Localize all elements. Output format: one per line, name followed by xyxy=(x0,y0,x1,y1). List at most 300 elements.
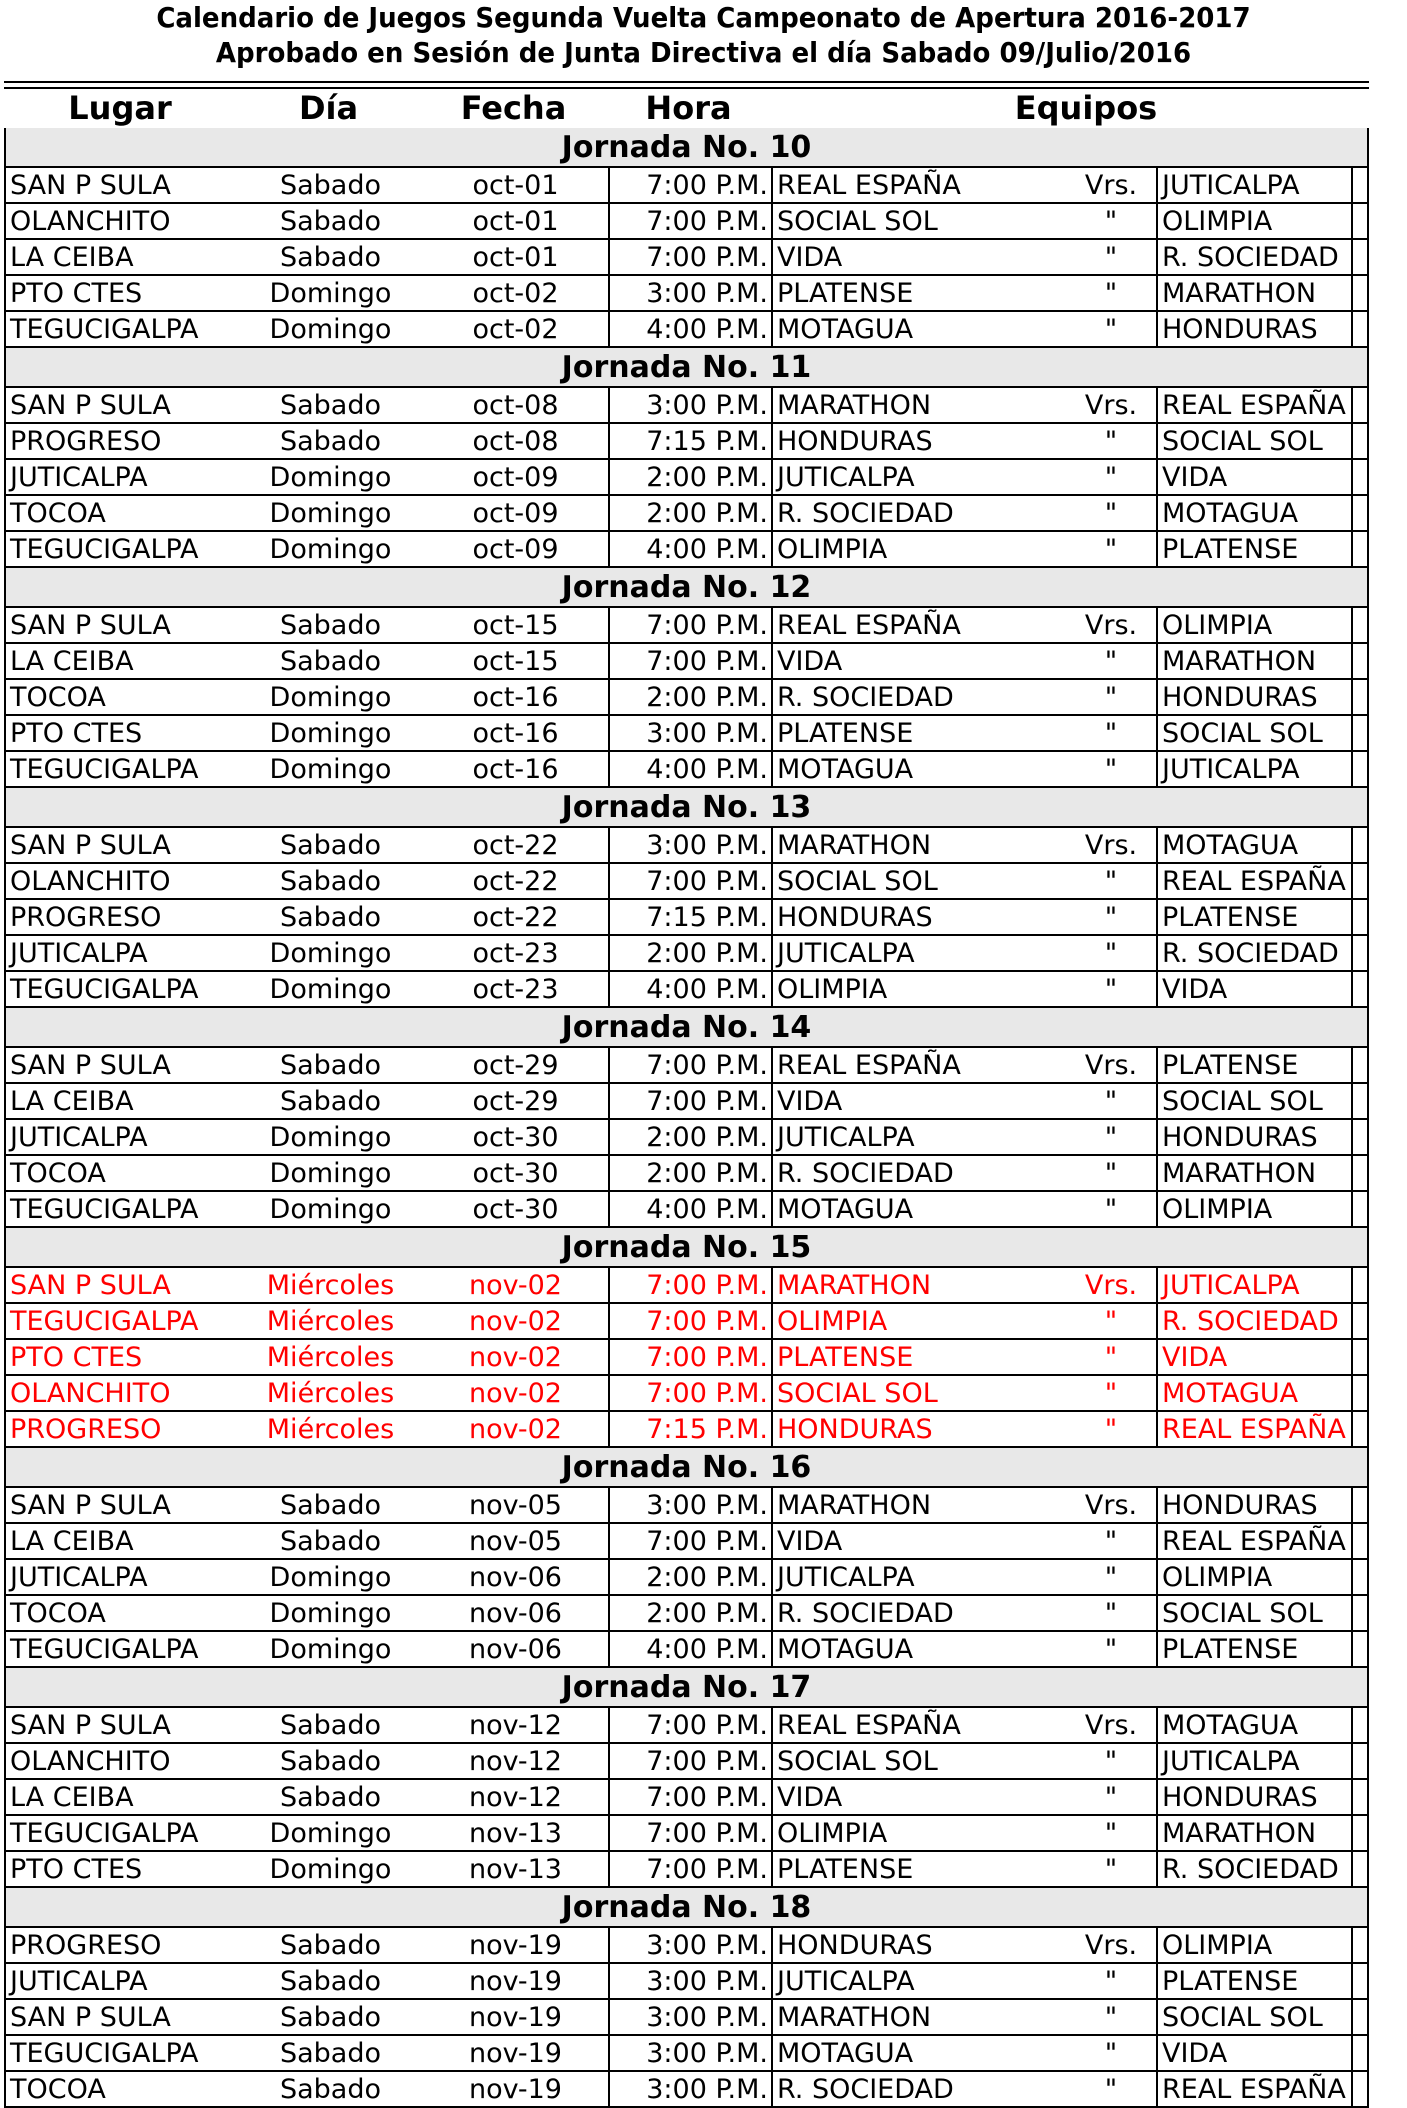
empty-cell xyxy=(1351,312,1367,346)
home-team-cell: R. SOCIEDAD xyxy=(777,1158,954,1189)
venue-cell: TOCOA xyxy=(10,498,106,529)
versus-cell: " xyxy=(1104,754,1118,785)
home-team-cell: R. SOCIEDAD xyxy=(777,682,954,713)
game-row xyxy=(6,1522,1367,1558)
versus-cell: " xyxy=(1104,2038,1118,2069)
game-row xyxy=(6,1410,1367,1446)
home-team-cell: MARATHON xyxy=(777,390,932,421)
game-row xyxy=(6,1268,1367,1302)
venue-cell: TEGUCIGALPA xyxy=(10,1194,199,1225)
venue-cell: SAN P SULA xyxy=(10,390,171,421)
date-cell: nov-05 xyxy=(469,1490,562,1521)
home-team-cell: MOTAGUA xyxy=(777,754,914,785)
home-team-cell: JUTICALPA xyxy=(777,1122,915,1153)
date-cell: nov-19 xyxy=(469,2074,562,2105)
empty-cell xyxy=(1351,1744,1367,1778)
empty-cell xyxy=(1351,2000,1367,2034)
venue-cell: OLANCHITO xyxy=(10,1378,171,1409)
game-row xyxy=(6,422,1367,458)
venue-cell: SAN P SULA xyxy=(10,1710,171,1741)
away-team-cell: REAL ESPAÑA xyxy=(1156,1524,1351,1558)
away-team-cell: MOTAGUA xyxy=(1156,1708,1351,1742)
date-cell: nov-06 xyxy=(469,1562,562,1593)
game-row xyxy=(6,898,1367,934)
home-team-cell: PLATENSE xyxy=(777,278,914,309)
day-cell: Domingo xyxy=(269,462,392,493)
day-cell: Domingo xyxy=(269,314,392,345)
day-cell: Domingo xyxy=(269,682,392,713)
date-cell: oct-15 xyxy=(472,646,559,677)
date-cell: oct-22 xyxy=(472,902,559,933)
versus-cell: Vrs. xyxy=(1084,1710,1138,1741)
versus-cell: " xyxy=(1104,1194,1118,1225)
home-team-cell: SOCIAL SOL xyxy=(777,866,938,897)
jornada-games xyxy=(4,386,1369,568)
empty-cell xyxy=(1351,240,1367,274)
home-team-cell: R. SOCIEDAD xyxy=(777,1598,954,1629)
date-cell: nov-06 xyxy=(469,1598,562,1629)
day-cell: Sabado xyxy=(279,390,382,421)
venue-cell: PTO CTES xyxy=(10,1342,143,1373)
game-row xyxy=(6,168,1367,202)
empty-cell xyxy=(1351,716,1367,750)
column-header-fecha: Fecha xyxy=(460,89,567,127)
venue-cell: TEGUCIGALPA xyxy=(10,974,199,1005)
versus-cell: " xyxy=(1104,1562,1118,1593)
empty-cell xyxy=(1351,1852,1367,1886)
game-row xyxy=(6,1594,1367,1630)
empty-cell xyxy=(1351,1928,1367,1962)
away-team-cell: MOTAGUA xyxy=(1156,828,1351,862)
versus-cell: " xyxy=(1104,974,1118,1005)
time-cell: 3:00 P.M. xyxy=(608,276,773,310)
away-team-cell: REAL ESPAÑA xyxy=(1156,864,1351,898)
empty-cell xyxy=(1351,1340,1367,1374)
empty-cell xyxy=(1351,1780,1367,1814)
day-cell: Sabado xyxy=(279,866,382,897)
empty-cell xyxy=(1351,1048,1367,1082)
time-cell: 7:00 P.M. xyxy=(608,1744,773,1778)
game-row xyxy=(6,238,1367,274)
home-team-cell: MARATHON xyxy=(777,2002,932,2033)
venue-cell: PTO CTES xyxy=(10,718,143,749)
time-cell: 7:00 P.M. xyxy=(608,1084,773,1118)
date-cell: nov-05 xyxy=(469,1526,562,1557)
venue-cell: TEGUCIGALPA xyxy=(10,1634,199,1665)
day-cell: Sabado xyxy=(279,1526,382,1557)
jornada-header: Jornada No. 12 xyxy=(4,568,1369,606)
versus-cell: " xyxy=(1104,534,1118,565)
game-row xyxy=(6,1374,1367,1410)
home-team-cell: JUTICALPA xyxy=(777,1966,915,1997)
time-cell: 2:00 P.M. xyxy=(608,680,773,714)
empty-cell xyxy=(1351,532,1367,566)
away-team-cell: OLIMPIA xyxy=(1156,204,1351,238)
time-cell: 7:00 P.M. xyxy=(608,644,773,678)
venue-cell: SAN P SULA xyxy=(10,1490,171,1521)
day-cell: Sabado xyxy=(279,170,382,201)
time-cell: 4:00 P.M. xyxy=(608,532,773,566)
venue-cell: LA CEIBA xyxy=(10,646,134,677)
away-team-cell: JUTICALPA xyxy=(1156,1744,1351,1778)
time-cell: 4:00 P.M. xyxy=(608,312,773,346)
venue-cell: SAN P SULA xyxy=(10,2002,171,2033)
away-team-cell: REAL ESPAÑA xyxy=(1156,2072,1351,2106)
time-cell: 7:00 P.M. xyxy=(608,1304,773,1338)
game-row xyxy=(6,678,1367,714)
venue-cell: TOCOA xyxy=(10,2074,106,2105)
time-cell: 7:00 P.M. xyxy=(608,1268,773,1302)
away-team-cell: OLIMPIA xyxy=(1156,1928,1351,1962)
column-header-hora: Hora xyxy=(645,89,732,127)
versus-cell: " xyxy=(1104,1158,1118,1189)
date-cell: nov-13 xyxy=(469,1818,562,1849)
away-team-cell: MARATHON xyxy=(1156,1156,1351,1190)
versus-cell: Vrs. xyxy=(1084,390,1138,421)
venue-cell: LA CEIBA xyxy=(10,1526,134,1557)
game-row xyxy=(6,608,1367,642)
time-cell: 2:00 P.M. xyxy=(608,496,773,530)
away-team-cell: PLATENSE xyxy=(1156,532,1351,566)
game-row xyxy=(6,1302,1367,1338)
empty-cell xyxy=(1351,1084,1367,1118)
empty-cell xyxy=(1351,1488,1367,1522)
time-cell: 3:00 P.M. xyxy=(608,716,773,750)
date-cell: oct-01 xyxy=(472,170,559,201)
day-cell: Sabado xyxy=(279,2038,382,2069)
empty-cell xyxy=(1351,2072,1367,2106)
day-cell: Domingo xyxy=(269,754,392,785)
home-team-cell: SOCIAL SOL xyxy=(777,206,938,237)
versus-cell: " xyxy=(1104,278,1118,309)
away-team-cell: OLIMPIA xyxy=(1156,608,1351,642)
time-cell: 7:00 P.M. xyxy=(608,864,773,898)
date-cell: nov-02 xyxy=(469,1414,562,1445)
jornada-games xyxy=(4,1926,1369,2108)
empty-cell xyxy=(1351,644,1367,678)
venue-cell: TEGUCIGALPA xyxy=(10,314,199,345)
away-team-cell: SOCIAL SOL xyxy=(1156,1596,1351,1630)
venue-cell: TOCOA xyxy=(10,1158,106,1189)
game-row xyxy=(6,642,1367,678)
game-row xyxy=(6,494,1367,530)
day-cell: Sabado xyxy=(279,646,382,677)
game-row xyxy=(6,970,1367,1006)
day-cell: Sabado xyxy=(279,2074,382,2105)
date-cell: nov-02 xyxy=(469,1306,562,1337)
empty-cell xyxy=(1351,1524,1367,1558)
away-team-cell: JUTICALPA xyxy=(1156,1268,1351,1302)
versus-cell: " xyxy=(1104,902,1118,933)
home-team-cell: HONDURAS xyxy=(777,426,933,457)
home-team-cell: REAL ESPAÑA xyxy=(777,610,961,641)
day-cell: Sabado xyxy=(279,830,382,861)
day-cell: Sabado xyxy=(279,1710,382,1741)
game-row xyxy=(6,934,1367,970)
jornada-header: Jornada No. 15 xyxy=(4,1228,1369,1266)
home-team-cell: REAL ESPAÑA xyxy=(777,1710,961,1741)
versus-cell: " xyxy=(1104,1818,1118,1849)
time-cell: 7:15 P.M. xyxy=(608,1412,773,1446)
game-row xyxy=(6,1850,1367,1886)
home-team-cell: MOTAGUA xyxy=(777,314,914,345)
day-cell: Sabado xyxy=(279,1746,382,1777)
away-team-cell: HONDURAS xyxy=(1156,680,1351,714)
date-cell: oct-16 xyxy=(472,718,559,749)
date-cell: oct-30 xyxy=(472,1122,559,1153)
home-team-cell: VIDA xyxy=(777,242,843,273)
game-row xyxy=(6,458,1367,494)
away-team-cell: OLIMPIA xyxy=(1156,1560,1351,1594)
home-team-cell: REAL ESPAÑA xyxy=(777,170,961,201)
empty-cell xyxy=(1351,168,1367,202)
versus-cell: " xyxy=(1104,1966,1118,1997)
venue-cell: LA CEIBA xyxy=(10,242,134,273)
home-team-cell: OLIMPIA xyxy=(777,1818,888,1849)
day-cell: Domingo xyxy=(269,498,392,529)
day-cell: Sabado xyxy=(279,206,382,237)
empty-cell xyxy=(1351,608,1367,642)
game-row xyxy=(6,1928,1367,1962)
home-team-cell: R. SOCIEDAD xyxy=(777,498,954,529)
empty-cell xyxy=(1351,864,1367,898)
day-cell: Sabado xyxy=(279,1966,382,1997)
away-team-cell: VIDA xyxy=(1156,972,1351,1006)
home-team-cell: HONDURAS xyxy=(777,1414,933,1445)
versus-cell: " xyxy=(1104,314,1118,345)
game-row xyxy=(6,862,1367,898)
away-team-cell: VIDA xyxy=(1156,460,1351,494)
versus-cell: " xyxy=(1104,462,1118,493)
home-team-cell: OLIMPIA xyxy=(777,1306,888,1337)
time-cell: 7:00 P.M. xyxy=(608,1708,773,1742)
empty-cell xyxy=(1351,1708,1367,1742)
venue-cell: PROGRESO xyxy=(10,426,162,457)
away-team-cell: PLATENSE xyxy=(1156,1048,1351,1082)
venue-cell: SAN P SULA xyxy=(10,1270,171,1301)
venue-cell: JUTICALPA xyxy=(10,1122,148,1153)
time-cell: 4:00 P.M. xyxy=(608,1192,773,1226)
time-cell: 3:00 P.M. xyxy=(608,2072,773,2106)
time-cell: 2:00 P.M. xyxy=(608,1596,773,1630)
empty-cell xyxy=(1351,1120,1367,1154)
versus-cell: Vrs. xyxy=(1084,610,1138,641)
time-cell: 7:00 P.M. xyxy=(608,1852,773,1886)
away-team-cell: R. SOCIEDAD xyxy=(1156,1304,1351,1338)
day-cell: Sabado xyxy=(279,610,382,641)
jornada-header: Jornada No. 10 xyxy=(4,128,1369,166)
game-row xyxy=(6,274,1367,310)
venue-cell: PTO CTES xyxy=(10,1854,143,1885)
home-team-cell: VIDA xyxy=(777,646,843,677)
away-team-cell: SOCIAL SOL xyxy=(1156,2000,1351,2034)
day-cell: Domingo xyxy=(269,1158,392,1189)
versus-cell: " xyxy=(1104,2002,1118,2033)
away-team-cell: HONDURAS xyxy=(1156,1120,1351,1154)
game-row xyxy=(6,714,1367,750)
versus-cell: " xyxy=(1104,1342,1118,1373)
versus-cell: Vrs. xyxy=(1084,170,1138,201)
day-cell: Domingo xyxy=(269,1194,392,1225)
home-team-cell: JUTICALPA xyxy=(777,462,915,493)
time-cell: 7:15 P.M. xyxy=(608,900,773,934)
jornada-games xyxy=(4,606,1369,788)
date-cell: oct-02 xyxy=(472,278,559,309)
time-cell: 7:00 P.M. xyxy=(608,1340,773,1374)
home-team-cell: REAL ESPAÑA xyxy=(777,1050,961,1081)
day-cell: Miércoles xyxy=(266,1270,395,1301)
empty-cell xyxy=(1351,1816,1367,1850)
time-cell: 4:00 P.M. xyxy=(608,752,773,786)
empty-cell xyxy=(1351,680,1367,714)
day-cell: Domingo xyxy=(269,1598,392,1629)
date-cell: nov-19 xyxy=(469,2038,562,2069)
home-team-cell: PLATENSE xyxy=(777,718,914,749)
empty-cell xyxy=(1351,828,1367,862)
empty-cell xyxy=(1351,424,1367,458)
versus-cell: " xyxy=(1104,1306,1118,1337)
day-cell: Domingo xyxy=(269,1562,392,1593)
empty-cell xyxy=(1351,1304,1367,1338)
time-cell: 2:00 P.M. xyxy=(608,1156,773,1190)
venue-cell: PROGRESO xyxy=(10,902,162,933)
versus-cell: " xyxy=(1104,242,1118,273)
jornada-games xyxy=(4,1046,1369,1228)
document-subtitle: Aprobado en Sesión de Junta Directiva el día Sabado 09/Julio/2016 xyxy=(215,36,1192,69)
home-team-cell: PLATENSE xyxy=(777,1854,914,1885)
versus-cell: " xyxy=(1104,1122,1118,1153)
day-cell: Sabado xyxy=(279,426,382,457)
jornada-header: Jornada No. 14 xyxy=(4,1008,1369,1046)
away-team-cell: MARATHON xyxy=(1156,1816,1351,1850)
date-cell: oct-22 xyxy=(472,830,559,861)
venue-cell: PROGRESO xyxy=(10,1414,162,1445)
date-cell: nov-19 xyxy=(469,1966,562,1997)
date-cell: nov-19 xyxy=(469,1930,562,1961)
jornada-header: Jornada No. 13 xyxy=(4,788,1369,826)
time-cell: 7:15 P.M. xyxy=(608,424,773,458)
home-team-cell: MARATHON xyxy=(777,830,932,861)
game-row xyxy=(6,1558,1367,1594)
jornada-games xyxy=(4,1706,1369,1888)
home-team-cell: OLIMPIA xyxy=(777,534,888,565)
away-team-cell: VIDA xyxy=(1156,2036,1351,2070)
game-row xyxy=(6,530,1367,566)
venue-cell: SAN P SULA xyxy=(10,170,171,201)
date-cell: nov-13 xyxy=(469,1854,562,1885)
day-cell: Sabado xyxy=(279,1930,382,1961)
day-cell: Domingo xyxy=(269,974,392,1005)
day-cell: Miércoles xyxy=(266,1342,395,1373)
game-row xyxy=(6,1998,1367,2034)
venue-cell: TEGUCIGALPA xyxy=(10,754,199,785)
day-cell: Miércoles xyxy=(266,1414,395,1445)
empty-cell xyxy=(1351,1412,1367,1446)
away-team-cell: PLATENSE xyxy=(1156,1632,1351,1666)
away-team-cell: PLATENSE xyxy=(1156,1964,1351,1998)
day-cell: Sabado xyxy=(279,2002,382,2033)
away-team-cell: JUTICALPA xyxy=(1156,168,1351,202)
home-team-cell: MOTAGUA xyxy=(777,2038,914,2069)
date-cell: oct-01 xyxy=(472,242,559,273)
home-team-cell: HONDURAS xyxy=(777,1930,933,1961)
versus-cell: " xyxy=(1104,426,1118,457)
date-cell: nov-02 xyxy=(469,1342,562,1373)
away-team-cell: MOTAGUA xyxy=(1156,496,1351,530)
date-cell: oct-15 xyxy=(472,610,559,641)
day-cell: Sabado xyxy=(279,242,382,273)
day-cell: Miércoles xyxy=(266,1378,395,1409)
time-cell: 7:00 P.M. xyxy=(608,1816,773,1850)
day-cell: Miércoles xyxy=(266,1306,395,1337)
venue-cell: OLANCHITO xyxy=(10,206,171,237)
versus-cell: " xyxy=(1104,1782,1118,1813)
game-row xyxy=(6,750,1367,786)
date-cell: oct-09 xyxy=(472,534,559,565)
game-row xyxy=(6,1118,1367,1154)
time-cell: 3:00 P.M. xyxy=(608,828,773,862)
game-row xyxy=(6,1338,1367,1374)
empty-cell xyxy=(1351,900,1367,934)
day-cell: Domingo xyxy=(269,938,392,969)
game-row xyxy=(6,1708,1367,1742)
versus-cell: " xyxy=(1104,498,1118,529)
game-row xyxy=(6,1630,1367,1666)
versus-cell: " xyxy=(1104,1526,1118,1557)
time-cell: 7:00 P.M. xyxy=(608,1524,773,1558)
home-team-cell: SOCIAL SOL xyxy=(777,1746,938,1777)
away-team-cell: REAL ESPAÑA xyxy=(1156,388,1351,422)
versus-cell: " xyxy=(1104,1854,1118,1885)
empty-cell xyxy=(1351,1560,1367,1594)
home-team-cell: MARATHON xyxy=(777,1270,932,1301)
time-cell: 3:00 P.M. xyxy=(608,2000,773,2034)
day-cell: Domingo xyxy=(269,718,392,749)
date-cell: nov-19 xyxy=(469,2002,562,2033)
game-row xyxy=(6,1082,1367,1118)
empty-cell xyxy=(1351,1156,1367,1190)
column-header-lugar: Lugar xyxy=(68,89,172,127)
date-cell: oct-16 xyxy=(472,682,559,713)
empty-cell xyxy=(1351,1376,1367,1410)
versus-cell: " xyxy=(1104,866,1118,897)
day-cell: Sabado xyxy=(279,1490,382,1521)
date-cell: oct-22 xyxy=(472,866,559,897)
jornada-header: Jornada No. 17 xyxy=(4,1668,1369,1706)
empty-cell xyxy=(1351,496,1367,530)
away-team-cell: R. SOCIEDAD xyxy=(1156,240,1351,274)
time-cell: 7:00 P.M. xyxy=(608,240,773,274)
time-cell: 7:00 P.M. xyxy=(608,1780,773,1814)
venue-cell: OLANCHITO xyxy=(10,866,171,897)
empty-cell xyxy=(1351,276,1367,310)
home-team-cell: R. SOCIEDAD xyxy=(777,2074,954,2105)
versus-cell: Vrs. xyxy=(1084,830,1138,861)
venue-cell: JUTICALPA xyxy=(10,1966,148,1997)
home-team-cell: SOCIAL SOL xyxy=(777,1378,938,1409)
away-team-cell: VIDA xyxy=(1156,1340,1351,1374)
empty-cell xyxy=(1351,936,1367,970)
jornada-header: Jornada No. 11 xyxy=(4,348,1369,386)
column-header-dia: Día xyxy=(298,89,359,127)
home-team-cell: HONDURAS xyxy=(777,902,933,933)
day-cell: Domingo xyxy=(269,1122,392,1153)
venue-cell: LA CEIBA xyxy=(10,1782,134,1813)
jornada-games xyxy=(4,1266,1369,1448)
date-cell: nov-12 xyxy=(469,1710,562,1741)
versus-cell: " xyxy=(1104,1414,1118,1445)
jornada-header: Jornada No. 18 xyxy=(4,1888,1369,1926)
